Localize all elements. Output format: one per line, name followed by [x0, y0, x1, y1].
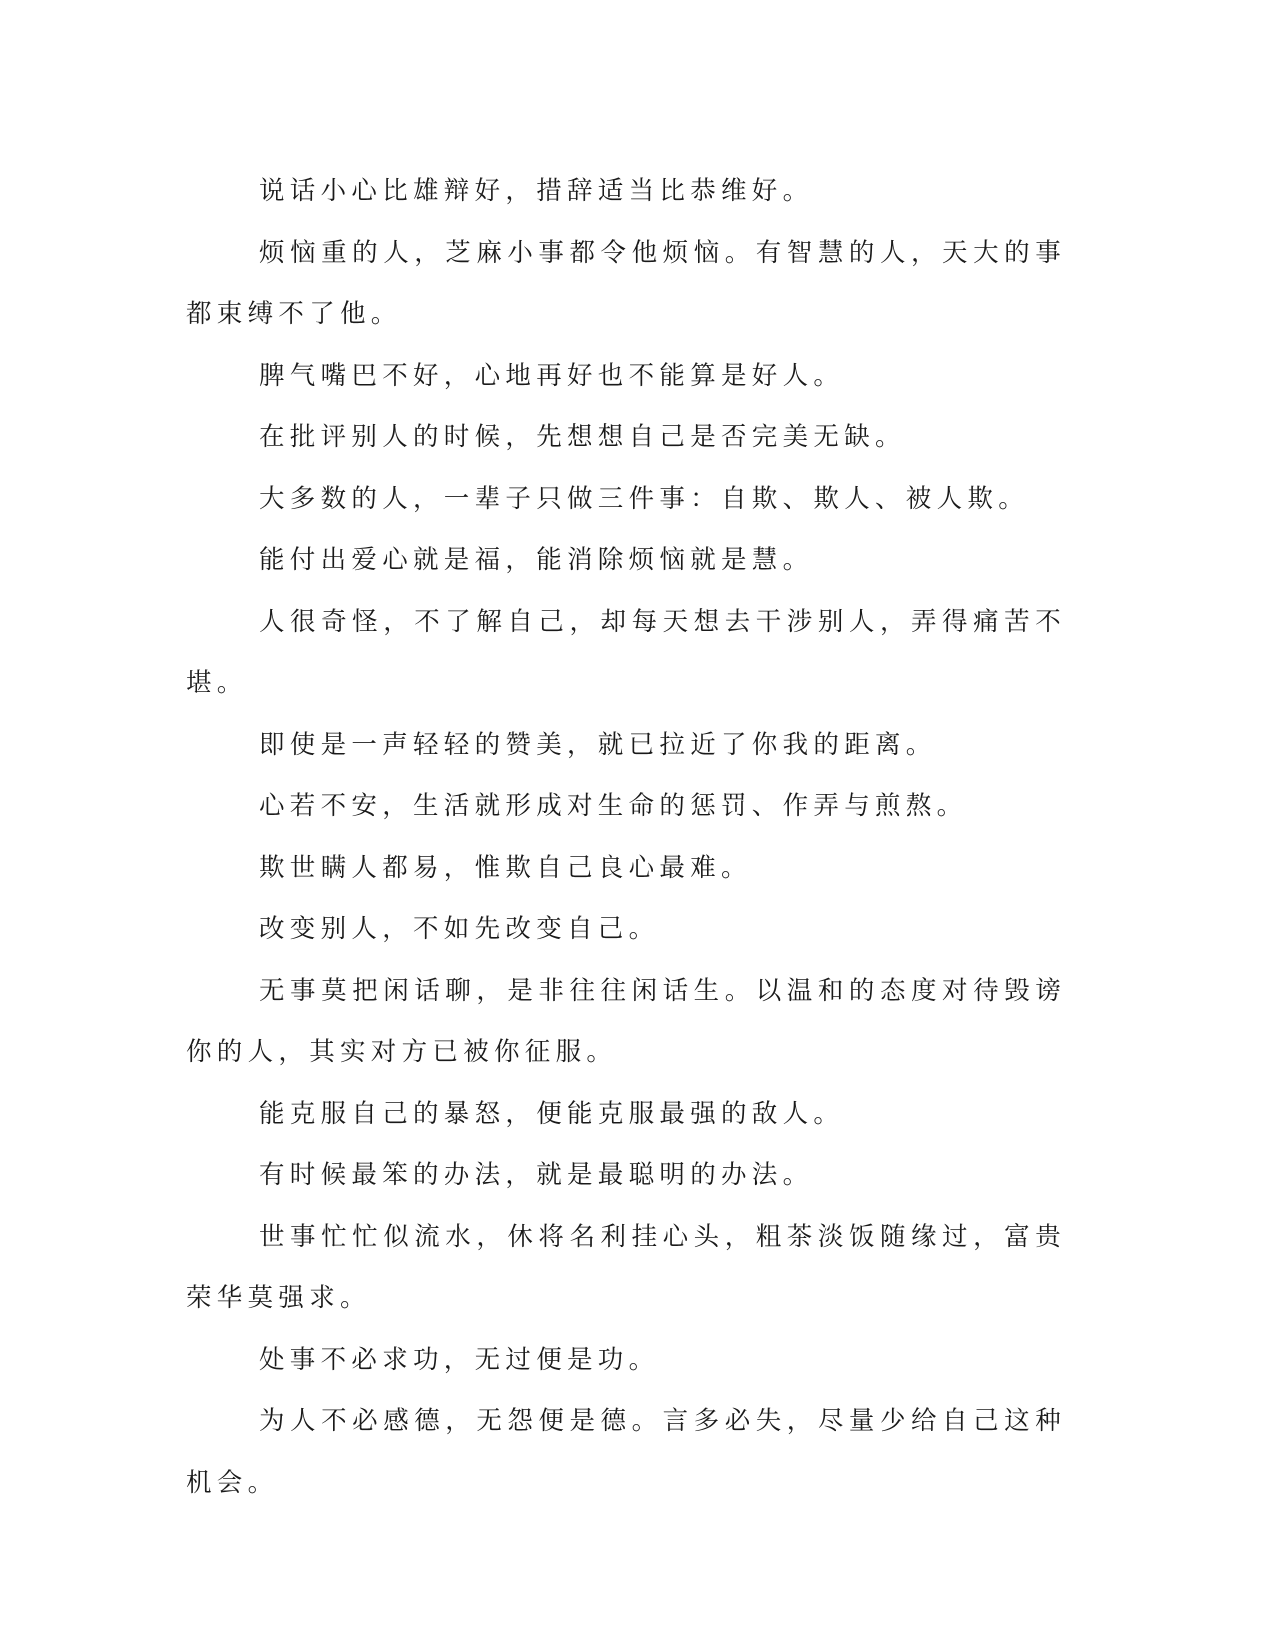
paragraph: 脾气嘴巴不好，心地再好也不能算是好人。: [259, 360, 845, 391]
paragraph: 即使是一声轻轻的赞美，就已拉近了你我的距离。: [259, 729, 937, 760]
paragraph: 有时候最笨的办法，就是最聪明的办法。: [259, 1160, 814, 1190]
paragraph: 能克服自己的暴怒，便能克服最强的敌人。: [259, 1098, 845, 1129]
paragraph: 在批评别人的时候，先想想自己是否完美无缺。: [259, 422, 906, 452]
paragraph: 欺世瞒人都易，惟欺自己良心最难。: [259, 852, 752, 883]
paragraph: 能付出爱心就是福，能消除烦恼就是慧。: [259, 545, 814, 575]
paragraph: 烦恼重的人，芝麻小事都令他烦恼。有智慧的人，天大的事都束缚不了他。: [186, 237, 1066, 329]
paragraph: 无事莫把闲话聊，是非往往闲话生。以温和的态度对待毁谤你的人，其实对方已被你征服。: [186, 975, 1066, 1067]
paragraph: 人很奇怪，不了解自己，却每天想去干涉别人，弄得痛苦不堪。: [186, 606, 1066, 698]
document-body: [186, 161, 1066, 1514]
paragraph: 处事不必求功，无过便是功。: [259, 1344, 660, 1375]
paragraph: 说话小心比雄辩好，措辞适当比恭维好。: [259, 176, 814, 206]
paragraph: 大多数的人，一辈子只做三件事：自欺、欺人、被人欺。: [259, 483, 1030, 514]
paragraph: 改变别人，不如先改变自己。: [259, 914, 660, 944]
paragraph: 世事忙忙似流水，休将名利挂心头，粗茶淡饭随缘过，富贵荣华莫强求。: [186, 1221, 1066, 1313]
paragraph: 为人不必感德，无怨便是德。言多必失，尽量少给自己这种机会。: [186, 1406, 1066, 1498]
paragraph: 心若不安，生活就形成对生命的惩罚、作弄与煎熬。: [259, 791, 968, 821]
